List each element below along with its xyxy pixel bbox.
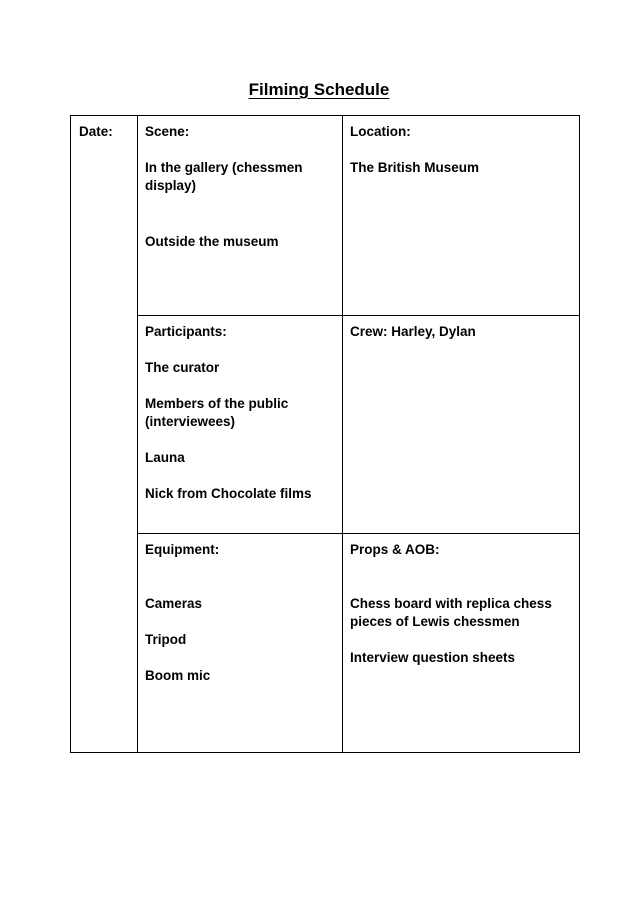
props-cell [343,534,580,753]
equipment-item: Tripod [145,632,187,647]
participants-cell [138,316,343,534]
scene-cell [138,116,343,316]
location-value: The British Museum [350,160,480,175]
location-heading: Location: [350,124,411,139]
props-heading: Props & AOB: [350,542,440,557]
schedule-row-equipment [71,534,580,753]
equipment-item: Boom mic [145,668,211,683]
scene-item: In the gallery (chessmen display) [145,160,303,193]
participants-heading: Participants: [145,324,227,339]
schedule-row-people [71,316,580,534]
equipment-heading: Equipment: [145,542,220,557]
equipment-cell [138,534,343,753]
crew-cell [343,316,580,534]
props-item: Interview question sheets [350,650,516,665]
scene-heading: Scene: [145,124,190,139]
crew-heading: Crew: Harley, Dylan [350,324,476,339]
filming-schedule-table [70,115,580,753]
participant-item: Nick from Chocolate films [145,486,312,501]
location-cell [343,116,580,316]
scene-item: Outside the museum [145,234,279,249]
schedule-row-scene [71,116,580,316]
props-item: Chess board with replica chess pieces of Lewis chessmen [350,596,552,629]
equipment-item: Cameras [145,596,203,611]
date-label: Date: [79,124,113,139]
participant-item: Members of the public (interviewees) [145,396,289,429]
document-title: Filming Schedule [248,80,390,99]
participant-item: The curator [145,360,220,375]
date-cell [71,116,138,753]
participant-item: Launa [145,450,185,465]
